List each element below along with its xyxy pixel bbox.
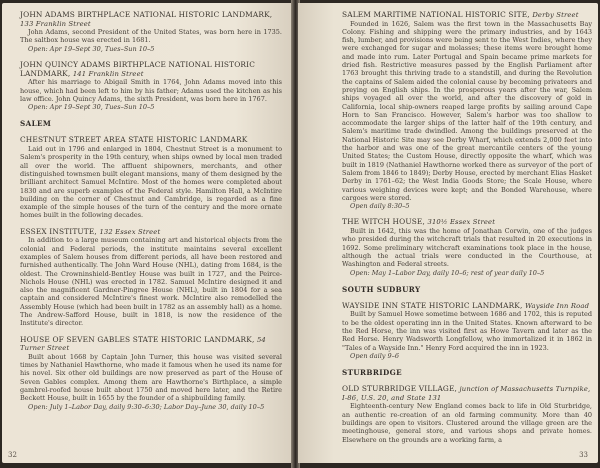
entry-heading: JOHN QUINCY ADAMS BIRTHPLACE NATIONAL HISTORIC LANDMARK, 141 Franklin Street <box>20 60 256 78</box>
list-item <box>20 11 282 53</box>
entry-address: 141 Franklin Street <box>72 69 144 78</box>
entry-heading: HOUSE OF SEVEN GABLES STATE HISTORIC LANDMARK, 54 Turner Street <box>20 334 266 353</box>
entry-address: Derby Street <box>532 11 579 19</box>
list-item <box>20 336 282 411</box>
entry-text: Founded in 1626, Salem was the first town in the Massachusetts Bay Colony. Fishing and shipping were the primary industries, and by 1643 fish, lumber, and provisions were being sent to the West Indies, where they were exchanged for sugar and molasses; these items were brought home and made into rum. Later Portugal and Spain became prime markets for dried fish. Restrictive measures passed by the English Parliament after 1763 brought this thriving trade to a standstill, and during the Revolution the captains of Salem aided the colonial cause by becoming privateers and preying on English ships. In the prosperous years after the war, Salem ships voyaged all over the world, and after the discovery of gold in California, local ship-owners reaped large profits by sailing around Cape Horn to San Francisco. However, Salem's harbor was too shallow to accommodate the larger ships of the latter half of the 19th century, and Salem's maritime trade dwindled. Among the buildings preserved at the National Historic Site may see Derby Wharf, which extends 2,000 feet into the harbor and was one of the great mercantile centers of the young United States; the Custom House, directly opposite the wharf, which was built in 1819 (Nathaniel Hawthorne worked there as surveyor of the port of Salem from 1846 to 1849); Derby House, erected by merchant Elias Hasket Derby in 1761–62; the West India Goods Store; the Scale House, where various weighing devices were kept; and the Bonded Warehouse, where cargoes were stored. <box>342 19 592 202</box>
entry-hours: Open: July 1–Labor Day, daily 9:30–6:30; Labor Day–June 30, daily 10–5 <box>28 402 265 411</box>
page-number: 32 <box>8 451 17 459</box>
entry-heading: SALEM MARITIME NATIONAL HISTORIC SITE, Derby Street <box>342 10 579 19</box>
entry-text: Built about 1668 by Captain John Turner, this house was visited several times by Nathaniel Hawthorne, who made it famous when he used its name for his novel. Six other old buildings are now preserved as part of the House of Seven Gables complex. Among them are Hawthorne's Birthplace, a simple gambrel-roofed house built about 1750 and moved here later, and the Retire Beckett House, built in 1655 by the founder of a shipbuilding family. <box>20 352 282 403</box>
entry-address: junction of Massachusetts Turnpike, I-86, U.S. 20, and State 131 <box>342 385 591 402</box>
section-heading-salem: SALEM <box>20 119 52 129</box>
left-column <box>20 11 282 419</box>
entry-hours: Open: Apr 19–Sept 30, Tues–Sun 10–5 <box>28 103 155 112</box>
section-heading-south-sudbury: SOUTH SUDBURY <box>342 284 421 294</box>
entry-heading: ESSEX INSTITUTE, 132 Essex Street <box>20 226 161 236</box>
entry-heading: THE WITCH HOUSE, 310½ Essex Street <box>342 217 496 227</box>
entry-hours: Open: Apr 19–Sept 30, Tues–Sun 10–5 <box>28 44 155 53</box>
list-item <box>20 136 282 219</box>
entry-text: In addition to a large museum containing art and historical objects from the colonial and Federal periods, the institute maintains several excellent examples of Salem houses from different periods, all have been restored and furnished authentically. The John Ward House (NHL), dating from 1684, is the oldest. The Crowninshield-Bentley House was built in 1727, and the Peirce-Nichols House (NHL) was erected in 1782. Samuel McIntire designed it and also the magnificent Gardner-Pingree House (NHL), built in 1804 for a sea captain and considered McIntire's finest work. McIntire also remodelled the Assembly House (which had been built in 1782 as an assembly hall) as a home. The Andrew-Safford House, built in 1818, is now the residence of the Institute's director. <box>20 236 282 328</box>
entry-address: 310½ Essex Street <box>427 218 496 227</box>
right-column <box>342 11 592 452</box>
entry-heading: JOHN ADAMS BIRTHPLACE NATIONAL HISTORIC LANDMARK, 133 Franklin Street <box>20 10 273 28</box>
entry-heading: OLD STURBRIDGE VILLAGE, junction of Massachusetts Turnpike, I-86, U.S. 20, and State 131 <box>342 384 591 402</box>
entry-text: After his marriage to Abigail Smith in 1764, John Adams moved into this house, which had been left to him by his father; Adams used the kitchen as his law office. John Quincy Adams, the sixth President, was born here in 1767. <box>20 78 282 103</box>
entry-heading: CHESTNUT STREET AREA STATE HISTORIC LANDMARK <box>20 135 248 145</box>
list-item <box>20 61 282 111</box>
list-item <box>342 302 592 360</box>
page-number: 33 <box>579 451 588 459</box>
entry-text: Built in 1642, this was the home of Jonathan Corwin, one of the judges who presided during the witchcraft trials that resulted in 20 executions in 1692. Some preliminary witchcraft examinations took place in the house, although the actual trials were conducted in the Courthouse, at Washington and Federal streets. <box>342 227 592 269</box>
entry-address: Wayside Inn Road <box>524 301 590 310</box>
list-item <box>342 218 592 276</box>
left-page <box>2 3 293 463</box>
list-item <box>20 228 282 328</box>
entry-text: Laid out in 1796 and enlarged in 1804, Chestnut Street is a monument to Salem's prosperity in the 19th century, when ships owned by local men traded all over the world. The affluent shipowners, merchants, and other distinguished townsmen built elegant mansions, many of them designed by the brilliant architect Samuel McIntire. Most of the homes were completed about 1830 and are superb examples of the Federal style. Hamilton Hall, a McIntire building on the corner of Chestnut and Cambridge, is regarded as a fine example of the simple houses of the turn of the century and the more ornate homes built in the following decades. <box>20 145 282 220</box>
entry-text: John Adams, second President of the United States, was born here in 1735. The saltbox house was erected in 1681. <box>20 28 282 45</box>
entry-hours: Open daily 9–6 <box>350 351 400 360</box>
entry-heading: WAYSIDE INN STATE HISTORIC LANDMARK, Wayside Inn Road <box>342 300 590 310</box>
entry-text: Eighteenth-century New England comes back to life in Old Sturbridge, an authentic re-creation of an old farming community. More than 40 buildings are open to visitors. Clustered around the village green are the meetinghouse, general store, and various shops and private homes. Elsewhere on the grounds are a working farm, a <box>342 402 592 444</box>
entry-text: Built by Samuel Howe sometime between 1686 and 1702, this is reputed to be the oldest operating inn in the United States. Known afterward to be the Red Horse, the inn was visited first as Howe Tavern and later as the Red Horse. Henry Wadsworth Longfellow, who immortalized it in 1862 in "Tales of a Wayside Inn." Henry Ford acquired the inn in 1923. <box>342 310 592 352</box>
list-item <box>342 385 592 444</box>
entry-address: 54 Turner Street <box>20 335 266 353</box>
entry-hours: Open: May 1–Labor Day, daily 10–6; rest of year daily 10–5 <box>350 268 545 277</box>
list-item <box>342 11 592 210</box>
entry-address: 132 Essex Street <box>99 227 161 236</box>
entry-address: 133 Franklin Street <box>20 19 91 28</box>
entry-hours: Open daily 8:30–5 <box>350 202 410 211</box>
section-heading-sturbridge: STURBRIDGE <box>342 368 403 378</box>
right-page <box>298 3 598 463</box>
